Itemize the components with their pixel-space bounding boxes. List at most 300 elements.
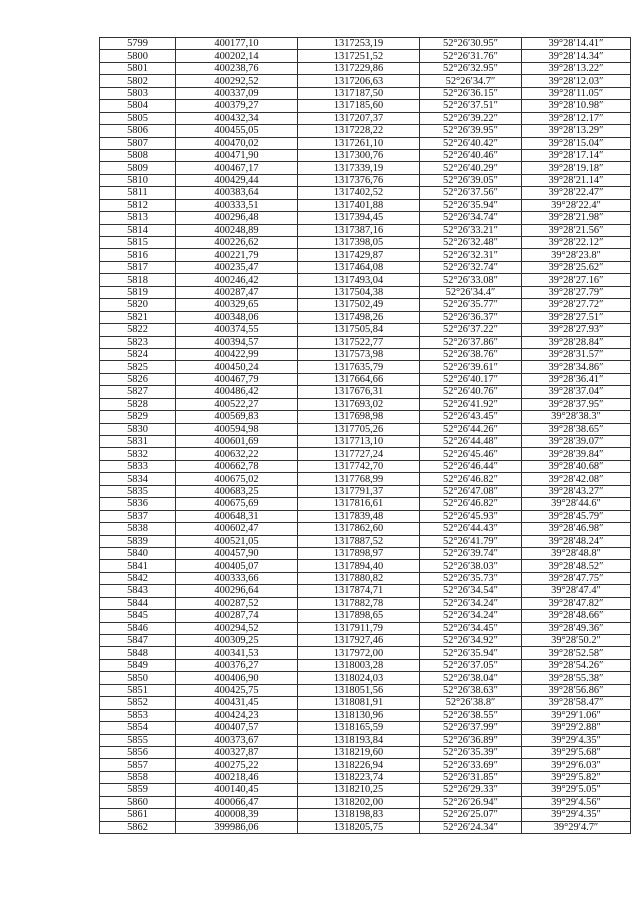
latitude-cell: 52°26′34.7″ xyxy=(420,75,522,87)
latitude-cell: 52°26′34.24″ xyxy=(420,597,522,609)
longitude-cell: 39°28′55.38″ xyxy=(522,672,631,684)
x-coordinate-cell: 400309,25 xyxy=(176,635,298,647)
latitude-cell: 52°26′46.82″ xyxy=(420,498,522,510)
y-coordinate-cell: 1317187,50 xyxy=(298,87,420,99)
point-number-cell: 5816 xyxy=(100,249,176,261)
table-row xyxy=(100,62,631,74)
y-coordinate-cell: 1317727,24 xyxy=(298,448,420,460)
x-coordinate-cell: 400327,87 xyxy=(176,746,298,758)
latitude-cell: 52°26′35.94″ xyxy=(420,199,522,211)
latitude-cell: 52°26′24.34″ xyxy=(420,821,522,833)
x-coordinate-cell: 400287,52 xyxy=(176,597,298,609)
longitude-cell: 39°29′5.82″ xyxy=(522,771,631,783)
y-coordinate-cell: 1318081,91 xyxy=(298,697,420,709)
latitude-cell: 52°26′40.29″ xyxy=(420,162,522,174)
x-coordinate-cell: 400467,17 xyxy=(176,162,298,174)
table-row xyxy=(100,137,631,149)
y-coordinate-cell: 1317698,98 xyxy=(298,411,420,423)
longitude-cell: 39°28′22.47″ xyxy=(522,187,631,199)
point-number-cell: 5802 xyxy=(100,75,176,87)
x-coordinate-cell: 400246,42 xyxy=(176,274,298,286)
longitude-cell: 39°28′12.17″ xyxy=(522,112,631,124)
latitude-cell: 52°26′34.24″ xyxy=(420,610,522,622)
latitude-cell: 52°26′38.76″ xyxy=(420,348,522,360)
coordinates-table xyxy=(99,37,631,834)
point-number-cell: 5799 xyxy=(100,38,176,50)
point-number-cell: 5800 xyxy=(100,50,176,62)
longitude-cell: 39°28′49.36″ xyxy=(522,622,631,634)
y-coordinate-cell: 1317927,46 xyxy=(298,635,420,647)
y-coordinate-cell: 1317839,48 xyxy=(298,510,420,522)
point-number-cell: 5841 xyxy=(100,560,176,572)
point-number-cell: 5846 xyxy=(100,622,176,634)
longitude-cell: 39°28′42.08″ xyxy=(522,473,631,485)
longitude-cell: 39°29′4.56″ xyxy=(522,796,631,808)
longitude-cell: 39°28′37.04″ xyxy=(522,386,631,398)
table-row xyxy=(100,473,631,485)
x-coordinate-cell: 400425,75 xyxy=(176,684,298,696)
x-coordinate-cell: 400287,47 xyxy=(176,286,298,298)
x-coordinate-cell: 400292,52 xyxy=(176,75,298,87)
point-number-cell: 5806 xyxy=(100,125,176,137)
longitude-cell: 39°28′47.75″ xyxy=(522,572,631,584)
table-row xyxy=(100,784,631,796)
longitude-cell: 39°28′22.4″ xyxy=(522,199,631,211)
point-number-cell: 5838 xyxy=(100,523,176,535)
x-coordinate-cell: 400333,66 xyxy=(176,572,298,584)
x-coordinate-cell: 400226,62 xyxy=(176,237,298,249)
latitude-cell: 52°26′34.54″ xyxy=(420,585,522,597)
longitude-cell: 39°28′23.8″ xyxy=(522,249,631,261)
x-coordinate-cell: 400296,48 xyxy=(176,212,298,224)
x-coordinate-cell: 400569,83 xyxy=(176,411,298,423)
x-coordinate-cell: 400066,47 xyxy=(176,796,298,808)
table-row xyxy=(100,436,631,448)
longitude-cell: 39°29′2.88″ xyxy=(522,722,631,734)
longitude-cell: 39°28′14.41″ xyxy=(522,38,631,50)
latitude-cell: 52°26′43.45″ xyxy=(420,411,522,423)
longitude-cell: 39°28′52.58″ xyxy=(522,647,631,659)
latitude-cell: 52°26′37.05″ xyxy=(420,659,522,671)
table-row xyxy=(100,659,631,671)
y-coordinate-cell: 1317376,76 xyxy=(298,174,420,186)
point-number-cell: 5859 xyxy=(100,784,176,796)
x-coordinate-cell: 400383,64 xyxy=(176,187,298,199)
point-number-cell: 5807 xyxy=(100,137,176,149)
longitude-cell: 39°28′44.6″ xyxy=(522,498,631,510)
y-coordinate-cell: 1317498,26 xyxy=(298,311,420,323)
latitude-cell: 52°26′41.79″ xyxy=(420,535,522,547)
longitude-cell: 39°28′39.07″ xyxy=(522,436,631,448)
x-coordinate-cell: 400394,57 xyxy=(176,336,298,348)
x-coordinate-cell: 400594,98 xyxy=(176,423,298,435)
point-number-cell: 5856 xyxy=(100,746,176,758)
x-coordinate-cell: 400348,06 xyxy=(176,311,298,323)
x-coordinate-cell: 400294,52 xyxy=(176,622,298,634)
x-coordinate-cell: 400333,51 xyxy=(176,199,298,211)
table-row xyxy=(100,460,631,472)
x-coordinate-cell: 400337,09 xyxy=(176,87,298,99)
latitude-cell: 52°26′39.22″ xyxy=(420,112,522,124)
y-coordinate-cell: 1317862,60 xyxy=(298,523,420,535)
table-row xyxy=(100,610,631,622)
table-row xyxy=(100,697,631,709)
table-row xyxy=(100,112,631,124)
y-coordinate-cell: 1318130,96 xyxy=(298,709,420,721)
latitude-cell: 52°26′40.17″ xyxy=(420,373,522,385)
y-coordinate-cell: 1317504,38 xyxy=(298,286,420,298)
point-number-cell: 5860 xyxy=(100,796,176,808)
y-coordinate-cell: 1317339,19 xyxy=(298,162,420,174)
longitude-cell: 39°28′58.47″ xyxy=(522,697,631,709)
y-coordinate-cell: 1317228,22 xyxy=(298,125,420,137)
table-row xyxy=(100,759,631,771)
table-row xyxy=(100,448,631,460)
point-number-cell: 5857 xyxy=(100,759,176,771)
y-coordinate-cell: 1317398,05 xyxy=(298,237,420,249)
longitude-cell: 39°28′47.82″ xyxy=(522,597,631,609)
latitude-cell: 52°26′38.03″ xyxy=(420,560,522,572)
table-row xyxy=(100,224,631,236)
point-number-cell: 5817 xyxy=(100,261,176,273)
point-number-cell: 5814 xyxy=(100,224,176,236)
y-coordinate-cell: 1318210,25 xyxy=(298,784,420,796)
longitude-cell: 39°28′10.98″ xyxy=(522,100,631,112)
y-coordinate-cell: 1318165,59 xyxy=(298,722,420,734)
point-number-cell: 5813 xyxy=(100,212,176,224)
x-coordinate-cell: 400602,47 xyxy=(176,523,298,535)
longitude-cell: 39°28′12.03″ xyxy=(522,75,631,87)
latitude-cell: 52°26′26.94″ xyxy=(420,796,522,808)
y-coordinate-cell: 1318219,60 xyxy=(298,746,420,758)
table-row xyxy=(100,100,631,112)
latitude-cell: 52°26′37.51″ xyxy=(420,100,522,112)
y-coordinate-cell: 1318024,03 xyxy=(298,672,420,684)
point-number-cell: 5837 xyxy=(100,510,176,522)
point-number-cell: 5818 xyxy=(100,274,176,286)
point-number-cell: 5847 xyxy=(100,635,176,647)
latitude-cell: 52°26′38.63″ xyxy=(420,684,522,696)
point-number-cell: 5811 xyxy=(100,187,176,199)
table-row xyxy=(100,684,631,696)
x-coordinate-cell: 400455,05 xyxy=(176,125,298,137)
table-row xyxy=(100,324,631,336)
table-row xyxy=(100,237,631,249)
table-row xyxy=(100,510,631,522)
point-number-cell: 5843 xyxy=(100,585,176,597)
latitude-cell: 52°26′39.95″ xyxy=(420,125,522,137)
latitude-cell: 52°26′29.33″ xyxy=(420,784,522,796)
longitude-cell: 39°28′37.95″ xyxy=(522,398,631,410)
latitude-cell: 52°26′32.74″ xyxy=(420,261,522,273)
longitude-cell: 39°28′38.65″ xyxy=(522,423,631,435)
y-coordinate-cell: 1317880,82 xyxy=(298,572,420,584)
y-coordinate-cell: 1317464,08 xyxy=(298,261,420,273)
latitude-cell: 52°26′40.76″ xyxy=(420,386,522,398)
point-number-cell: 5839 xyxy=(100,535,176,547)
y-coordinate-cell: 1317742,70 xyxy=(298,460,420,472)
latitude-cell: 52°26′38.04″ xyxy=(420,672,522,684)
x-coordinate-cell: 400486,42 xyxy=(176,386,298,398)
x-coordinate-cell: 400632,22 xyxy=(176,448,298,460)
latitude-cell: 52°26′37.99″ xyxy=(420,722,522,734)
x-coordinate-cell: 400202,14 xyxy=(176,50,298,62)
y-coordinate-cell: 1318223,74 xyxy=(298,771,420,783)
y-coordinate-cell: 1318226,94 xyxy=(298,759,420,771)
point-number-cell: 5827 xyxy=(100,386,176,398)
y-coordinate-cell: 1318193,84 xyxy=(298,734,420,746)
x-coordinate-cell: 400457,90 xyxy=(176,547,298,559)
y-coordinate-cell: 1317972,00 xyxy=(298,647,420,659)
longitude-cell: 39°29′4.35″ xyxy=(522,734,631,746)
y-coordinate-cell: 1317401,88 xyxy=(298,199,420,211)
latitude-cell: 52°26′38.55″ xyxy=(420,709,522,721)
longitude-cell: 39°28′48.24″ xyxy=(522,535,631,547)
longitude-cell: 39°28′31.57″ xyxy=(522,348,631,360)
longitude-cell: 39°28′28.84″ xyxy=(522,336,631,348)
table-row xyxy=(100,261,631,273)
table-row xyxy=(100,672,631,684)
y-coordinate-cell: 1317207,37 xyxy=(298,112,420,124)
longitude-cell: 39°28′27.51″ xyxy=(522,311,631,323)
latitude-cell: 52°26′39.61″ xyxy=(420,361,522,373)
longitude-cell: 39°28′43.27″ xyxy=(522,485,631,497)
y-coordinate-cell: 1317429,87 xyxy=(298,249,420,261)
latitude-cell: 52°26′32.31″ xyxy=(420,249,522,261)
longitude-cell: 39°28′34.86″ xyxy=(522,361,631,373)
longitude-cell: 39°28′48.52″ xyxy=(522,560,631,572)
table-row xyxy=(100,386,631,398)
longitude-cell: 39°28′40.68″ xyxy=(522,460,631,472)
table-row xyxy=(100,560,631,572)
point-number-cell: 5851 xyxy=(100,684,176,696)
table-row xyxy=(100,249,631,261)
x-coordinate-cell: 400287,74 xyxy=(176,610,298,622)
x-coordinate-cell: 400601,69 xyxy=(176,436,298,448)
table-row xyxy=(100,398,631,410)
x-coordinate-cell: 400376,27 xyxy=(176,659,298,671)
x-coordinate-cell: 400675,02 xyxy=(176,473,298,485)
y-coordinate-cell: 1317887,52 xyxy=(298,535,420,547)
y-coordinate-cell: 1318198,83 xyxy=(298,809,420,821)
longitude-cell: 39°28′39.84″ xyxy=(522,448,631,460)
table-row xyxy=(100,622,631,634)
x-coordinate-cell: 400405,07 xyxy=(176,560,298,572)
point-number-cell: 5850 xyxy=(100,672,176,684)
point-number-cell: 5820 xyxy=(100,299,176,311)
point-number-cell: 5822 xyxy=(100,324,176,336)
latitude-cell: 52°26′36.37″ xyxy=(420,311,522,323)
table-row xyxy=(100,746,631,758)
latitude-cell: 52°26′25.07″ xyxy=(420,809,522,821)
x-coordinate-cell: 400522,27 xyxy=(176,398,298,410)
longitude-cell: 39°28′15.04″ xyxy=(522,137,631,149)
table-row xyxy=(100,75,631,87)
latitude-cell: 52°26′34.45″ xyxy=(420,622,522,634)
x-coordinate-cell: 400275,22 xyxy=(176,759,298,771)
table-row xyxy=(100,485,631,497)
longitude-cell: 39°28′48.66″ xyxy=(522,610,631,622)
x-coordinate-cell: 400341,53 xyxy=(176,647,298,659)
longitude-cell: 39°29′1.06″ xyxy=(522,709,631,721)
point-number-cell: 5862 xyxy=(100,821,176,833)
table-row xyxy=(100,286,631,298)
x-coordinate-cell: 400470,02 xyxy=(176,137,298,149)
table-row xyxy=(100,523,631,535)
point-number-cell: 5830 xyxy=(100,423,176,435)
point-number-cell: 5848 xyxy=(100,647,176,659)
longitude-cell: 39°29′4.7″ xyxy=(522,821,631,833)
point-number-cell: 5828 xyxy=(100,398,176,410)
coordinates-table-body xyxy=(100,38,631,834)
y-coordinate-cell: 1317505,84 xyxy=(298,324,420,336)
table-row xyxy=(100,809,631,821)
x-coordinate-cell: 399986,06 xyxy=(176,821,298,833)
longitude-cell: 39°28′21.56″ xyxy=(522,224,631,236)
latitude-cell: 52°26′44.26″ xyxy=(420,423,522,435)
y-coordinate-cell: 1318202,00 xyxy=(298,796,420,808)
longitude-cell: 39°28′13.29″ xyxy=(522,125,631,137)
point-number-cell: 5844 xyxy=(100,597,176,609)
longitude-cell: 39°28′27.72″ xyxy=(522,299,631,311)
longitude-cell: 39°29′5.05″ xyxy=(522,784,631,796)
latitude-cell: 52°26′39.05″ xyxy=(420,174,522,186)
latitude-cell: 52°26′37.86″ xyxy=(420,336,522,348)
table-row xyxy=(100,50,631,62)
point-number-cell: 5815 xyxy=(100,237,176,249)
y-coordinate-cell: 1317791,37 xyxy=(298,485,420,497)
x-coordinate-cell: 400379,27 xyxy=(176,100,298,112)
x-coordinate-cell: 400406,90 xyxy=(176,672,298,684)
x-coordinate-cell: 400450,24 xyxy=(176,361,298,373)
y-coordinate-cell: 1317894,40 xyxy=(298,560,420,572)
x-coordinate-cell: 400662,78 xyxy=(176,460,298,472)
longitude-cell: 39°29′4.35″ xyxy=(522,809,631,821)
point-number-cell: 5849 xyxy=(100,659,176,671)
latitude-cell: 52°26′46.44″ xyxy=(420,460,522,472)
latitude-cell: 52°26′34.92″ xyxy=(420,635,522,647)
x-coordinate-cell: 400422,99 xyxy=(176,348,298,360)
point-number-cell: 5801 xyxy=(100,62,176,74)
y-coordinate-cell: 1317816,61 xyxy=(298,498,420,510)
table-row xyxy=(100,734,631,746)
latitude-cell: 52°26′34.74″ xyxy=(420,212,522,224)
x-coordinate-cell: 400432,34 xyxy=(176,112,298,124)
y-coordinate-cell: 1317253,19 xyxy=(298,38,420,50)
point-number-cell: 5854 xyxy=(100,722,176,734)
y-coordinate-cell: 1317229,86 xyxy=(298,62,420,74)
latitude-cell: 52°26′45.93″ xyxy=(420,510,522,522)
x-coordinate-cell: 400407,57 xyxy=(176,722,298,734)
x-coordinate-cell: 400177,10 xyxy=(176,38,298,50)
point-number-cell: 5823 xyxy=(100,336,176,348)
point-number-cell: 5808 xyxy=(100,149,176,161)
latitude-cell: 52°26′35.39″ xyxy=(420,746,522,758)
longitude-cell: 39°28′19.18″ xyxy=(522,162,631,174)
y-coordinate-cell: 1317705,26 xyxy=(298,423,420,435)
y-coordinate-cell: 1317676,31 xyxy=(298,386,420,398)
longitude-cell: 39°28′36.41″ xyxy=(522,373,631,385)
x-coordinate-cell: 400218,46 xyxy=(176,771,298,783)
latitude-cell: 52°26′31.85″ xyxy=(420,771,522,783)
table-row xyxy=(100,174,631,186)
x-coordinate-cell: 400429,44 xyxy=(176,174,298,186)
latitude-cell: 52°26′44.43″ xyxy=(420,523,522,535)
y-coordinate-cell: 1317402,52 xyxy=(298,187,420,199)
x-coordinate-cell: 400467,79 xyxy=(176,373,298,385)
latitude-cell: 52°26′40.46″ xyxy=(420,149,522,161)
longitude-cell: 39°29′6.03″ xyxy=(522,759,631,771)
point-number-cell: 5861 xyxy=(100,809,176,821)
latitude-cell: 52°26′33.08″ xyxy=(420,274,522,286)
table-row xyxy=(100,212,631,224)
point-number-cell: 5840 xyxy=(100,547,176,559)
latitude-cell: 52°26′36.15″ xyxy=(420,87,522,99)
x-coordinate-cell: 400683,25 xyxy=(176,485,298,497)
latitude-cell: 52°26′37.56″ xyxy=(420,187,522,199)
latitude-cell: 52°26′41.92″ xyxy=(420,398,522,410)
y-coordinate-cell: 1317387,16 xyxy=(298,224,420,236)
latitude-cell: 52°26′47.08″ xyxy=(420,485,522,497)
table-row xyxy=(100,647,631,659)
latitude-cell: 52°26′30.95″ xyxy=(420,38,522,50)
x-coordinate-cell: 400471,90 xyxy=(176,149,298,161)
point-number-cell: 5834 xyxy=(100,473,176,485)
table-row xyxy=(100,187,631,199)
latitude-cell: 52°26′34.4″ xyxy=(420,286,522,298)
longitude-cell: 39°28′48.8″ xyxy=(522,547,631,559)
point-number-cell: 5852 xyxy=(100,697,176,709)
point-number-cell: 5858 xyxy=(100,771,176,783)
y-coordinate-cell: 1317522,77 xyxy=(298,336,420,348)
y-coordinate-cell: 1317713,10 xyxy=(298,436,420,448)
longitude-cell: 39°28′38.3″ xyxy=(522,411,631,423)
table-row xyxy=(100,771,631,783)
table-row xyxy=(100,274,631,286)
latitude-cell: 52°26′32.48″ xyxy=(420,237,522,249)
y-coordinate-cell: 1317300,76 xyxy=(298,149,420,161)
point-number-cell: 5831 xyxy=(100,436,176,448)
point-number-cell: 5853 xyxy=(100,709,176,721)
point-number-cell: 5833 xyxy=(100,460,176,472)
latitude-cell: 52°26′36.89″ xyxy=(420,734,522,746)
latitude-cell: 52°26′40.42″ xyxy=(420,137,522,149)
y-coordinate-cell: 1317635,79 xyxy=(298,361,420,373)
latitude-cell: 52°26′46.82″ xyxy=(420,473,522,485)
point-number-cell: 5803 xyxy=(100,87,176,99)
point-number-cell: 5845 xyxy=(100,610,176,622)
latitude-cell: 52°26′33.21″ xyxy=(420,224,522,236)
table-row xyxy=(100,38,631,50)
table-row xyxy=(100,361,631,373)
point-number-cell: 5812 xyxy=(100,199,176,211)
x-coordinate-cell: 400648,31 xyxy=(176,510,298,522)
point-number-cell: 5836 xyxy=(100,498,176,510)
y-coordinate-cell: 1317573,98 xyxy=(298,348,420,360)
table-row xyxy=(100,709,631,721)
table-row xyxy=(100,423,631,435)
point-number-cell: 5835 xyxy=(100,485,176,497)
table-row xyxy=(100,373,631,385)
longitude-cell: 39°28′21.14″ xyxy=(522,174,631,186)
y-coordinate-cell: 1317206,63 xyxy=(298,75,420,87)
point-number-cell: 5832 xyxy=(100,448,176,460)
longitude-cell: 39°28′14.34″ xyxy=(522,50,631,62)
x-coordinate-cell: 400238,76 xyxy=(176,62,298,74)
table-row xyxy=(100,547,631,559)
x-coordinate-cell: 400140,45 xyxy=(176,784,298,796)
longitude-cell: 39°28′25.62″ xyxy=(522,261,631,273)
